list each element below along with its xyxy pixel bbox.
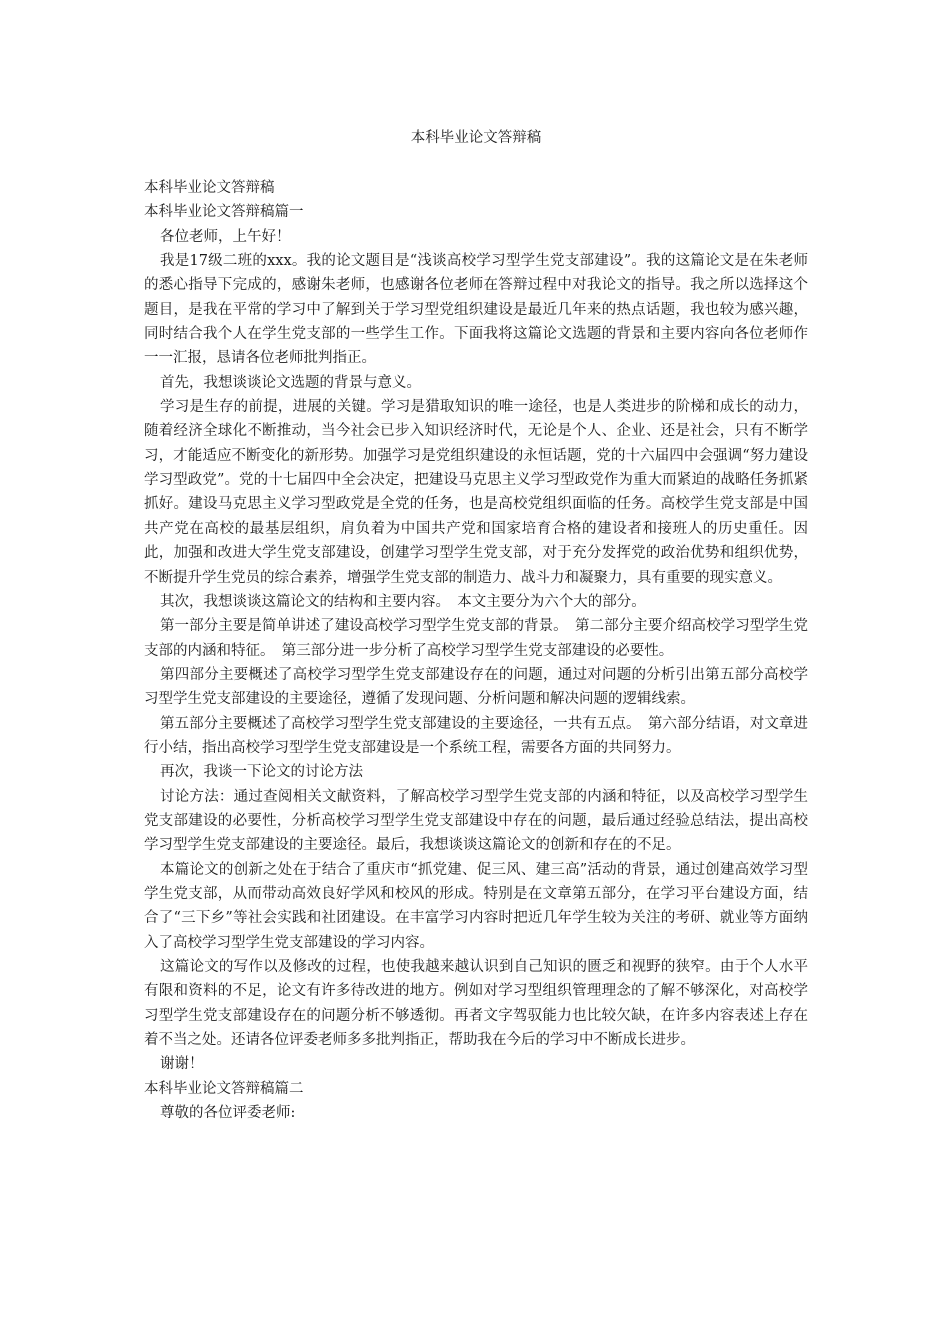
body-paragraph: 第一部分主要是简单讲述了建设高校学习型学生党支部的背景。 第二部分主要介绍高校学习型学生党支部的内涵和特征。 第三部分进一步分析了高校学习型学生党支部建设的必要性。 xyxy=(144,618,808,659)
section-heading: 本科毕业论文答辩稿篇一 xyxy=(144,204,304,221)
body-paragraph: 再次，我谈一下论文的讨论方法 xyxy=(160,764,363,781)
section-heading: 本科毕业论文答辩稿 xyxy=(144,180,275,196)
body-paragraph: 这篇论文的写作以及修改的过程，也使我越来越认识到自己知识的匮乏和视野的狭窄。由于个人水平有限和资料的不足，论文有许多待改进的地方。例如对学习型组织管理理念的了解不够深化，对高校学习型学生党支部建设存在的问题分析不够透彻。再者文字驾驭能力也比较欠缺，在许多内容表述上存在着不当之处。还请各位评委老师多多批判指正，帮助我在今后的学习中不断成长进步。 xyxy=(144,959,808,1049)
body-paragraph: 各位老师，上午好！ xyxy=(160,228,291,245)
body-paragraph: 尊敬的各位评委老师: xyxy=(160,1105,296,1122)
body-paragraph: 谢谢！ xyxy=(160,1056,204,1073)
body-paragraph: 第四部分主要概述了高校学习型学生党支部建设存在的问题，通过对问题的分析引出第五部分高校学习型学生党支部建设的主要途径，遵循了发现问题、分析问题和解决问题的逻辑线索。 xyxy=(144,666,808,708)
section-heading: 本科毕业论文答辩稿篇二 xyxy=(144,1080,304,1097)
body-paragraph: 本篇论文的创新之处在于结合了重庆市“抓党建、促三风、建三高”活动的背景，通过创建高效学习型学生党支部，从而带动高效良好学风和校风的形成。特别是在文章第五部分，在学习平台建设方面，结合了“三下乡”等社会实践和社团建设。在丰富学习内容时把近几年学生较为关注的考研、就业等方面纳入了高校学习型学生党支部建设的学习内容。 xyxy=(144,861,808,951)
body-paragraph: 讨论方法：通过查阅相关文献资料，了解高校学习型学生党支部的内涵和特征，以及高校学习型学生党支部建设的必要性，分析高校学习型学生党支部建设中存在的问题，最后通过经验总结法，提出高校学习型学生党支部建设的主要途径。最后，我想谈谈这篇论文的创新和存在的不足。 xyxy=(144,788,808,854)
body-paragraph: 第五部分主要概述了高校学习型学生党支部建设的主要途径，一共有五点。 第六部分结语，对文章进行小结，指出高校学习型学生党支部建设是一个系统工程，需要各方面的共同努力。 xyxy=(144,715,808,756)
body-paragraph: 我是17级二班的xxx。我的论文题目是“浅谈高校学习型学生党支部建设”。我的这篇论文是在朱老师的悉心指导下完成的，感谢朱老师，也感谢各位老师在答辩过程中对我论文的指导。我之所以选择这个题目，是我在平常的学习中了解到关于学习型党组织建设是最近几年来的热点话题，我也较为感兴趣，同时结合我个人在学生党支部的一些学生工作。下面我将这篇论文选题的背景和主要内容向各位老师作一一汇报，恳请各位老师批判指正。 xyxy=(144,253,808,367)
body-paragraph: 其次，我想谈谈这篇论文的结构和主要内容。 本文主要分为六个大的部分。 xyxy=(160,593,646,610)
body-paragraph: 首先，我想谈谈论文选题的背景与意义。 xyxy=(160,374,421,391)
document-title: 本科毕业论文答辩稿 xyxy=(410,130,542,146)
document-body xyxy=(144,176,808,1125)
body-paragraph: 学习是生存的前提，进展的关键。学习是猎取知识的唯一途径，也是人类进步的阶梯和成长的动力，随着经济全球化不断推动，当今社会已步入知识经济时代，无论是个人、企业、还是社会，只有不断学习，才能适应不断变化的新形势。加强学习是党组织建设的永恒话题，党的十六届四中会强调“努力建设学习型政党”。党的十七届四中全会决定，把建设马克思主义学习型政党作为重大而紧迫的战略任务抓紧抓好。建设马克思主义学习型政党是全党的任务，也是高校党组织面临的任务。高校学生党支部是中国共产党在高校的最基层组织，肩负着为中国共产党和国家培育合格的建设者和接班人的历史重任。因此，加强和改进大学生党支部建设，创建学习型学生党支部，对于充分发挥党的政治优势和组织优势，不断提升学生党员的综合素养，增强学生党支部的制造力、战斗力和凝聚力，具有重要的现实意义。 xyxy=(144,399,808,586)
